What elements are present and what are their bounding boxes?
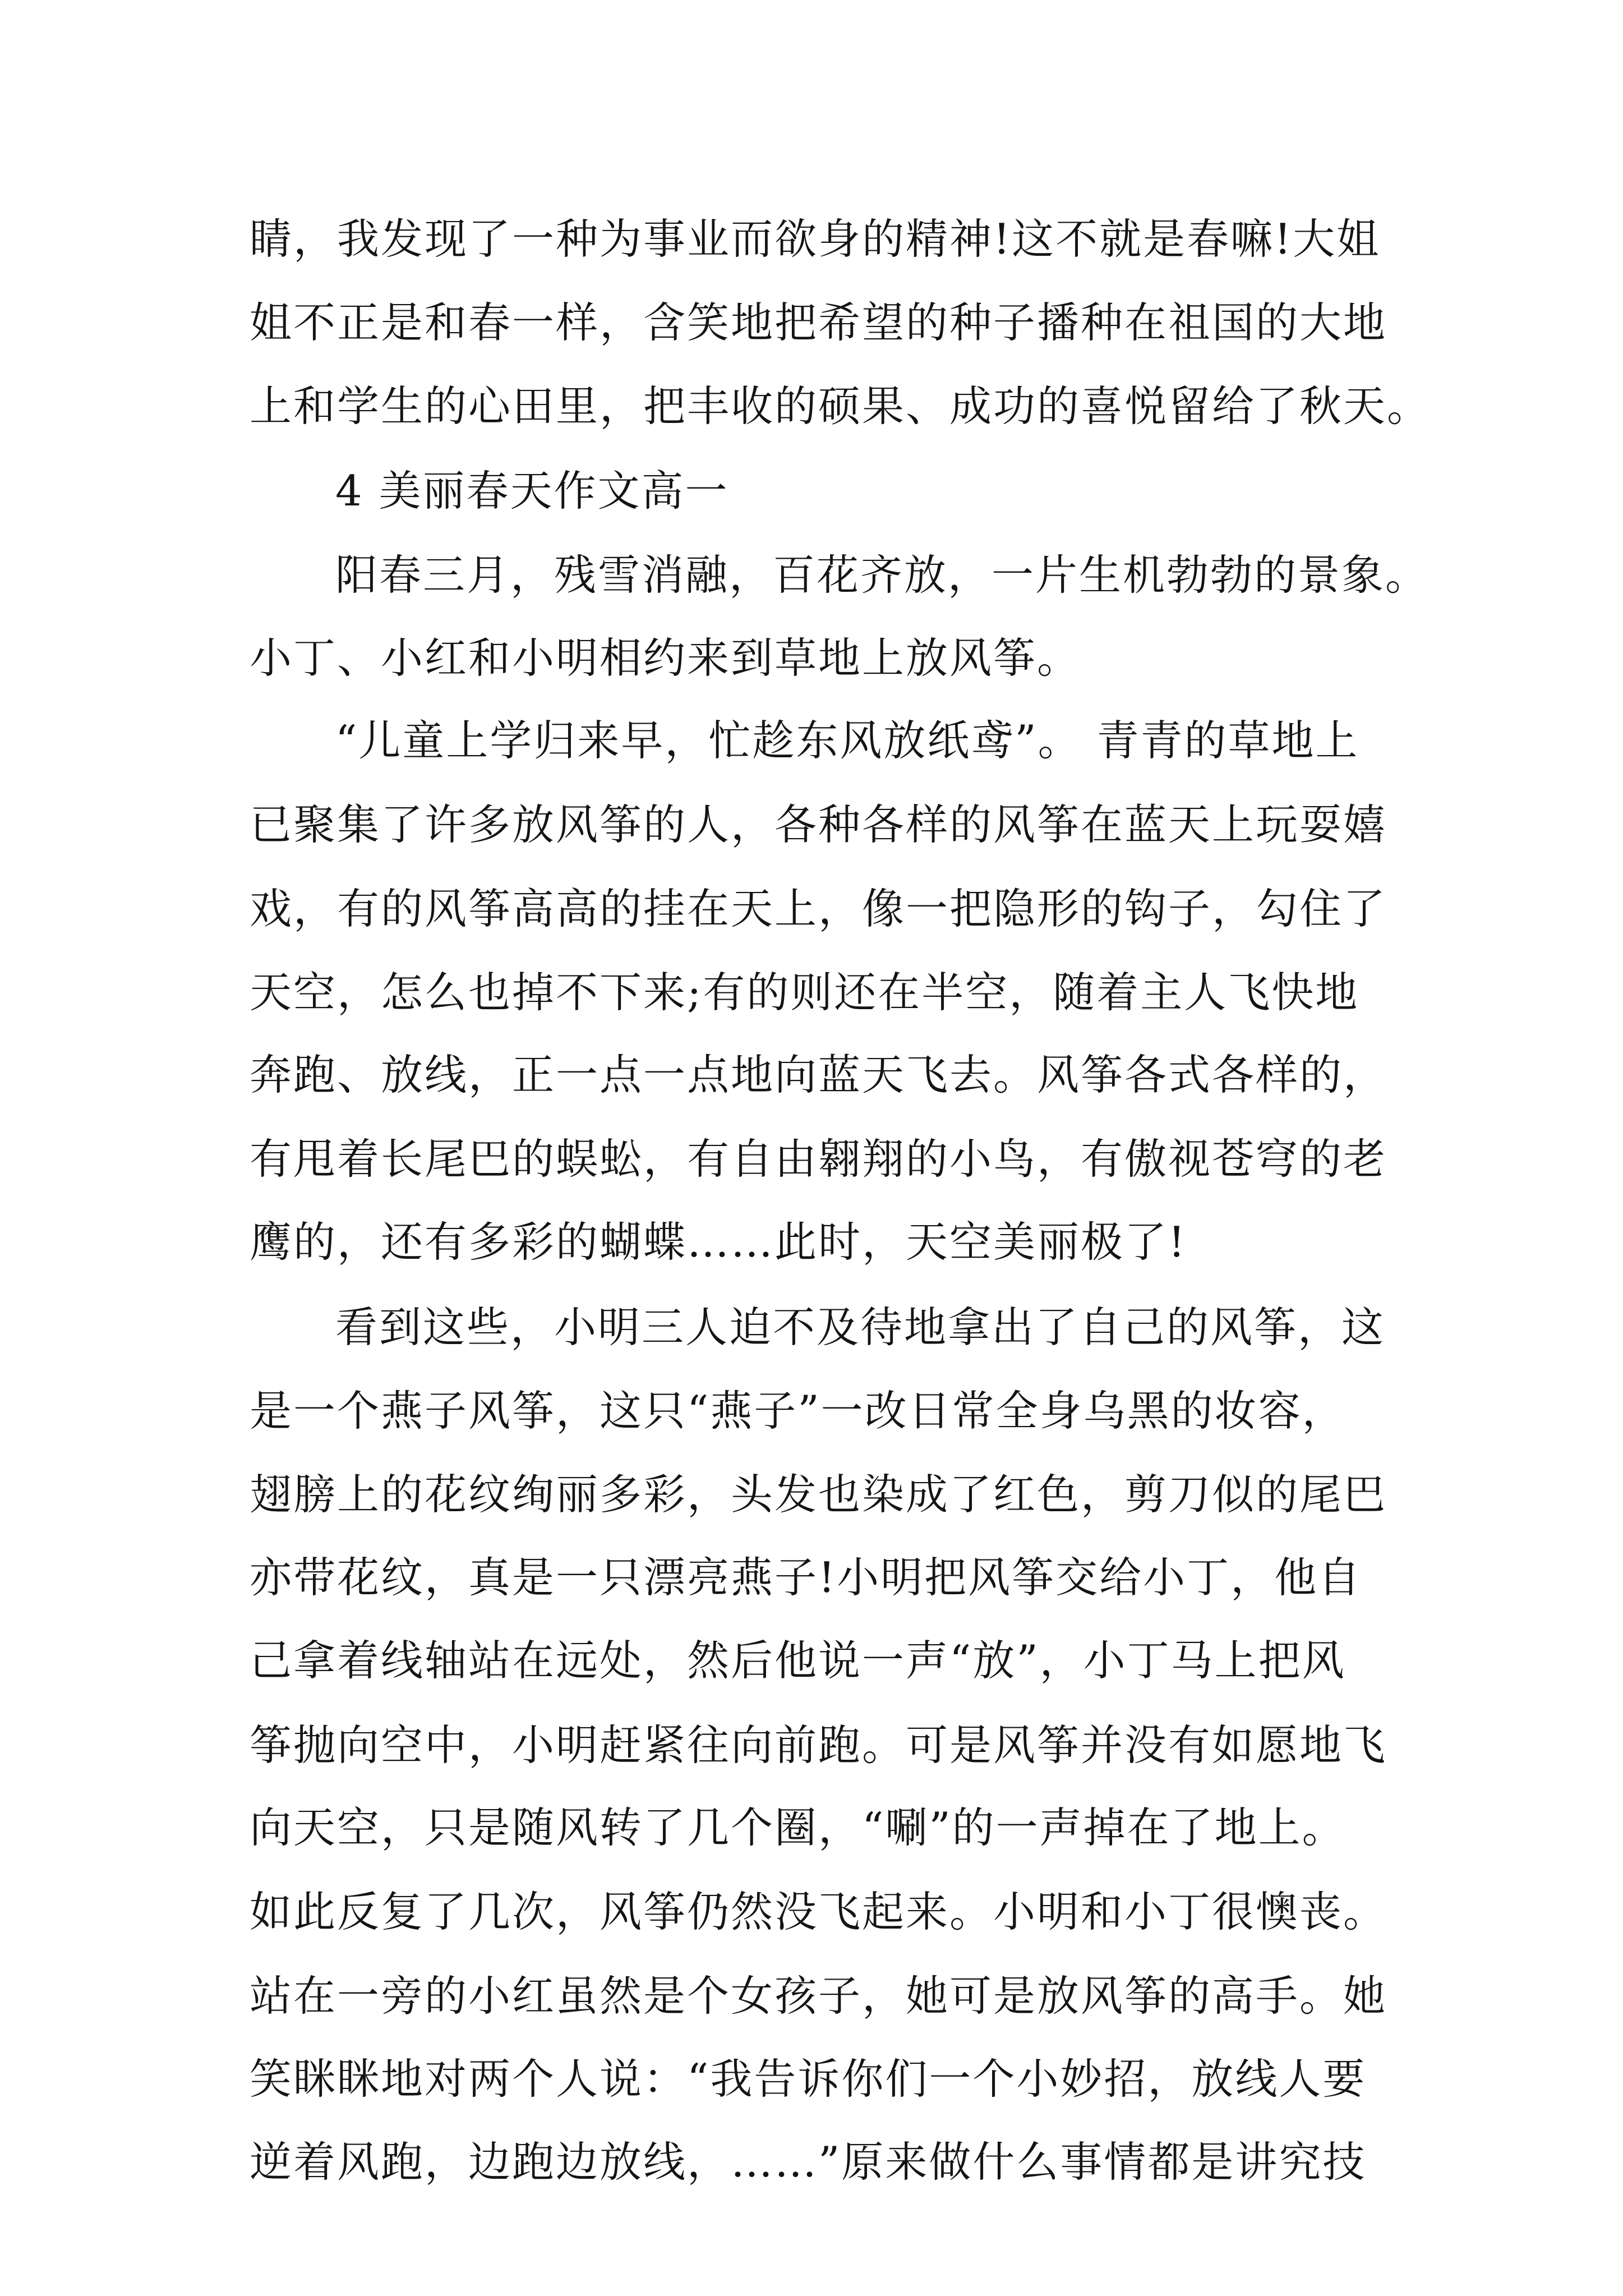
text-line: 已聚集了许多放风筝的人，各种各样的风筝在蓝天上玩耍嬉	[250, 800, 1387, 849]
text-line: 阳春三月，残雪消融，百花齐放，一片生机勃勃的景象。	[335, 550, 1430, 600]
text-line: 亦带花纹，真是一只漂亮燕子!小明把风筝交给小丁，他自	[250, 1553, 1362, 1602]
text-line: 戏，有的风筝高高的挂在天上，像一把隐形的钩子，勾住了	[250, 884, 1387, 933]
text-line: 天空，怎么也掉不下来;有的则还在半空，随着主人飞快地	[250, 968, 1359, 1017]
text-line: 逆着风跑，边跑边放线，……”原来做什么事情都是讲究技	[250, 2137, 1367, 2187]
text-line: 是一个燕子风筝，这只“燕子”一改日常全身乌黑的妆容，	[250, 1386, 1346, 1435]
text-line: 站在一旁的小红虽然是个女孩子，她可是放风筝的高手。她	[250, 1971, 1387, 2021]
text-line: 小丁、小红和小明相约来到草地上放风筝。	[250, 633, 1081, 683]
text-line: 姐不正是和春一样，含笑地把希望的种子播种在祖国的大地	[250, 298, 1387, 347]
section-heading: 4 美丽春天作文高一	[335, 466, 729, 516]
text-line: “儿童上学归来早，忙趁东风放纸鸢”。 青青的草地上	[335, 716, 1359, 765]
text-line: 鹰的，还有多彩的蝴蝶……此时，天空美丽极了!	[250, 1217, 1187, 1267]
text-line: 翅膀上的花纹绚丽多彩，头发也染成了红色，剪刀似的尾巴	[250, 1470, 1387, 1519]
text-line: 有甩着长尾巴的蜈蚣，有自由翱翔的小鸟，有傲视苍穹的老	[250, 1134, 1387, 1184]
text-line: 筝抛向空中，小明赶紧往向前跑。可是风筝并没有如愿地飞	[250, 1720, 1387, 1770]
text-line: 上和学生的心田里，把丰收的硕果、成功的喜悦留给了秋天。	[250, 381, 1431, 431]
text-line: 如此反复了几次，风筝仍然没飞起来。小明和小丁很懊丧。	[250, 1887, 1387, 1936]
text-line: 向天空，只是随风转了几个圈，“唰”的一声掉在了地上。	[250, 1803, 1346, 1852]
text-line: 看到这些，小明三人迫不及待地拿出了自己的风筝，这	[335, 1303, 1386, 1352]
text-line: 笑眯眯地对两个人说：“我告诉你们一个小妙招，放线人要	[250, 2054, 1367, 2104]
text-line: 己拿着线轴站在远处，然后他说一声“放”，小丁马上把风	[250, 1636, 1346, 1685]
text-line: 睛，我发现了一种为事业而欲身的精神!这不就是春嘛!大姐	[250, 214, 1381, 264]
text-line: 奔跑、放线，正一点一点地向蓝天飞去。风筝各式各样的，	[250, 1050, 1387, 1099]
